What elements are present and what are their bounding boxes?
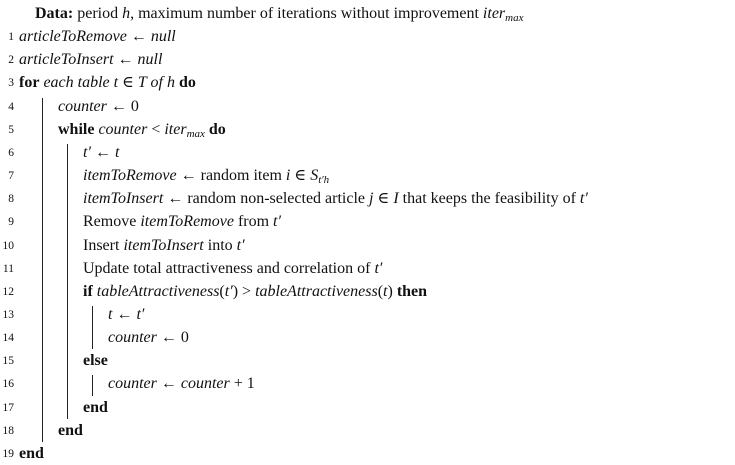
data-description	[35, 3, 523, 29]
block-indent-line	[92, 306, 93, 349]
line-content	[19, 26, 176, 48]
code-text: ← 0	[106, 97, 139, 115]
line-number: 17	[2, 401, 14, 414]
line-content	[108, 327, 189, 349]
code-text: (	[219, 282, 225, 300]
keyword: do	[204, 120, 226, 138]
code-text: ∈	[373, 190, 394, 208]
code-text: ←	[113, 51, 138, 69]
keyword: if	[83, 282, 93, 300]
keyword: end	[58, 421, 83, 439]
line-content	[83, 142, 119, 164]
line-content	[108, 373, 255, 395]
line-number: 3	[8, 77, 14, 90]
line-number: 8	[8, 193, 14, 206]
code-text: t′h	[318, 174, 330, 187]
line-number: 7	[8, 170, 14, 183]
code-text: ←	[112, 305, 137, 323]
block-indent-line	[92, 375, 93, 395]
code-text: t′	[236, 236, 245, 254]
code-text: null	[137, 51, 163, 69]
code-text: ) >	[232, 282, 256, 300]
line-number: 5	[8, 123, 14, 136]
code-text: ← random item	[176, 167, 286, 185]
code-text: t′	[273, 213, 281, 231]
code-text: )	[387, 282, 397, 300]
line-number: 15	[2, 355, 14, 368]
code-text: max	[505, 12, 524, 24]
block-indent-line	[67, 144, 68, 419]
code-text: counter	[108, 375, 157, 393]
code-text: Update total attractiveness and correlation of	[83, 259, 375, 277]
code-text: , maximum number of iterations without improvement	[130, 5, 483, 22]
line-content	[83, 211, 281, 233]
code-text: tableAttractiveness	[92, 282, 220, 300]
code-text: h	[122, 5, 131, 22]
code-text: ←	[156, 375, 181, 393]
code-text: counter	[180, 375, 230, 393]
line-content	[58, 96, 139, 118]
line-content	[83, 350, 108, 372]
keyword: do	[178, 74, 196, 92]
keyword: end	[19, 444, 44, 462]
code-text: j	[369, 190, 374, 208]
code-text: t′	[224, 282, 233, 300]
code-text: + 1	[229, 375, 255, 393]
code-text: itemToInsert	[123, 236, 204, 254]
code-text: t′	[136, 305, 145, 323]
line-number: 4	[8, 100, 14, 113]
code-text: Remove	[83, 213, 141, 231]
code-text: itemToRemove	[140, 213, 234, 231]
code-text: counter	[108, 329, 157, 347]
code-text: ← 0	[156, 329, 189, 347]
line-number: 11	[2, 262, 14, 275]
line-number: 2	[8, 54, 14, 67]
line-number: 14	[2, 332, 14, 345]
line-number: 16	[2, 378, 14, 391]
line-number: 1	[8, 31, 14, 44]
line-content	[58, 420, 83, 442]
code-text: iter	[164, 120, 187, 138]
keyword: else	[83, 352, 108, 370]
code-text: ← random non-selected article	[163, 190, 370, 208]
code-text: null	[150, 28, 176, 46]
code-text: that keeps the feasibility of	[398, 190, 580, 208]
line-content	[83, 235, 245, 257]
keyword: Data:	[35, 5, 74, 22]
block-indent-line	[42, 98, 43, 442]
line-content	[83, 258, 382, 280]
line-number: 12	[2, 285, 14, 298]
code-text: into	[203, 236, 237, 254]
code-text: ←	[126, 28, 151, 46]
code-text: t′	[83, 143, 91, 161]
code-text: I	[393, 190, 399, 208]
line-number: 6	[8, 146, 14, 159]
code-text: Insert	[83, 236, 124, 254]
line-content	[19, 443, 44, 465]
line-number: 10	[2, 239, 14, 252]
code-text: iter	[482, 5, 506, 22]
line-number: 13	[2, 308, 14, 321]
line-content	[58, 119, 226, 145]
line-content	[83, 397, 108, 419]
code-text: t	[383, 282, 388, 300]
line-number: 19	[2, 447, 14, 460]
code-text: itemToRemove	[83, 167, 177, 185]
code-text: t′	[579, 190, 588, 208]
code-text: t	[114, 143, 120, 161]
keyword: end	[83, 398, 108, 416]
code-text: <	[147, 120, 165, 138]
keyword: for	[19, 74, 40, 92]
keyword: then	[396, 282, 428, 300]
line-content	[19, 49, 162, 71]
line-content	[108, 304, 144, 326]
code-text: itemToInsert	[83, 190, 164, 208]
line-number: 9	[8, 216, 14, 229]
code-text: t	[108, 305, 113, 323]
code-text: max	[186, 127, 205, 140]
code-text: articleToRemove	[19, 28, 127, 46]
code-text: period	[73, 5, 123, 22]
code-text: articleToInsert	[19, 51, 114, 69]
keyword: while	[58, 120, 95, 138]
line-number: 18	[2, 424, 14, 437]
code-text: S	[310, 167, 319, 185]
code-text: from	[233, 213, 274, 231]
code-text: each table t ∈ T of h	[39, 74, 179, 92]
line-content	[19, 72, 196, 94]
code-text: (	[377, 282, 384, 300]
code-text: t′	[374, 259, 383, 277]
code-text: counter	[58, 97, 107, 115]
code-text: tableAttractiveness	[255, 282, 378, 300]
line-content	[83, 281, 427, 303]
code-text: counter	[94, 120, 148, 138]
line-content	[83, 165, 329, 191]
code-text: i	[285, 167, 291, 185]
line-content	[83, 188, 588, 210]
code-text: ∈	[290, 167, 311, 185]
code-text: ←	[90, 143, 115, 161]
